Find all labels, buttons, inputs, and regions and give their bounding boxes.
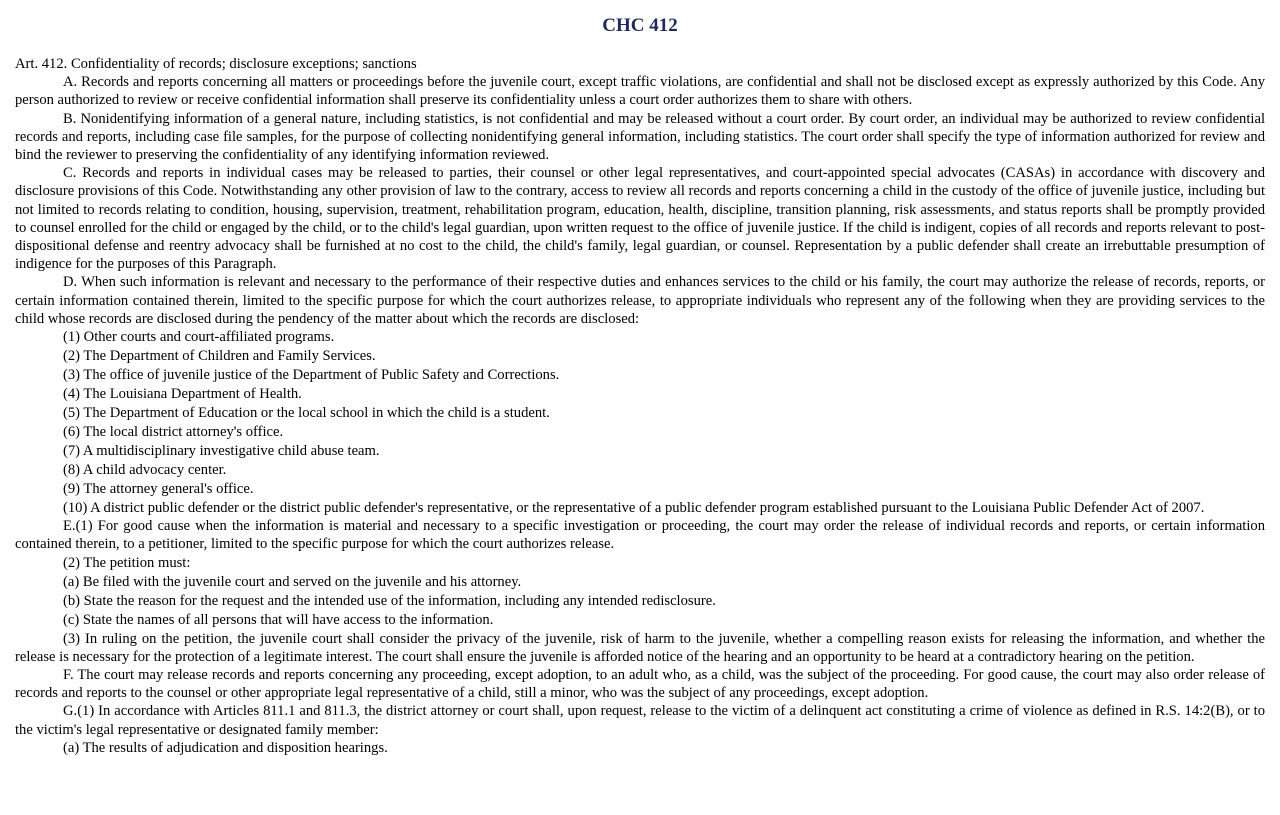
list-item: (5) The Department of Education or the local school in which the child is a student. [63, 405, 550, 422]
list-item: (9) The attorney general's office. [63, 481, 254, 498]
paragraph-a: A. Records and reports concerning all matters or proceedings before the juvenile court, except traffic violations, are confidential and shall not be disclosed except as expressly authorized by this Code. Any person authorized to review or receive confidential information shall preserve its confidentiality unless a court order authorizes them to share with others. [15, 74, 1265, 109]
list-item-10: (10) A district public defender or the district public defender's representative, or the representative of a public defender program established pursuant to the Louisiana Public Defender Act of 2007. [63, 500, 1205, 517]
paragraph-g1: G.(1) In accordance with Articles 811.1 and 811.3, the district attorney or court shall, upon request, release to the victim of a delinquent act constituting a crime of violence as defined in R.S. 14:2(B), or to the victim's legal representative or designated family member: [15, 703, 1265, 738]
list-item: (b) State the reason for the request and the intended use of the information, including any intended redisclosure. [63, 592, 716, 609]
list-item: (4) The Louisiana Department of Health. [63, 386, 302, 403]
paragraph-b: B. Nonidentifying information of a general nature, including statistics, is not confidential and may be released without a court order. By court order, an individual may be authorized to review confidential records and reports, including case file samples, for the purpose of collecting nonidentifying general information, including statistics. The court order shall specify the type of information authorized for review and bind the reviewer to preserving the confidentiality of any identifying information reviewed. [15, 110, 1265, 164]
list-item: (7) A multidisciplinary investigative child abuse team. [63, 443, 380, 460]
paragraph-e1: E.(1) For good cause when the information is material and necessary to a specific investigation or proceeding, the court may order the release of individual records and reports, or certain information contained therein, to a petitioner, limited to the specific purpose for which the court authorizes release. [15, 518, 1265, 553]
list-item: (2) The petition must: [63, 554, 191, 571]
paragraph-c: C. Records and reports in individual cases may be released to parties, their counsel or other legal representatives, and court-appointed special advocates (CASAs) in accordance with discovery and disclosure provisions of this Code. Notwithstanding any other provision of law to the contrary, access to review all records and reports concerning a child in the custody of the office of juvenile justice, including but not limited to records relating to condition, housing, supervision, treatment, rehabilitation program, education, health, discipline, transition planning, risk assessments, and status reports shall be promptly provided to counsel enrolled for the child or engaged by the child, or to the child's legal guardian, upon written request to the office of juvenile justice. If the child is indigent, copies of all records and reports relevant to post-dispositional defense and reentry advocacy shall be furnished at no cost to the child, the child's family, legal guardian, or counsel. Representation by a public defender shall create an irrebuttable presumption of indigence for the purposes of this Paragraph. [15, 165, 1265, 273]
article-heading: Art. 412. Confidentiality of records; disclosure exceptions; sanctions [15, 56, 417, 72]
paragraph-f: F. The court may release records and reports concerning any proceeding, except adoption, to an adult who, as a child, was the subject of the proceeding. For good cause, the court may also order release of records and reports to the counsel or other appropriate legal representative of a child, still a minor, who was the subject of any proceedings, except adoption. [15, 667, 1265, 702]
paragraph-e3: (3) In ruling on the petition, the juvenile court shall consider the privacy of the juvenile, risk of harm to the juvenile, whether a compelling reason exists for releasing the information, and whether the release is necessary for the protection of a legitimate interest. The court shall ensure the juvenile is afforded notice of the hearing and an opportunity to be heard at a contradictory hearing on the petition. [15, 630, 1265, 665]
document-page [0, 15, 1280, 758]
page-title: CHC 412 [602, 15, 678, 36]
list-item: (a) The results of adjudication and disposition hearings. [63, 739, 388, 756]
list-item: (3) The office of juvenile justice of the Department of Public Safety and Corrections. [63, 367, 560, 384]
paragraph-d: D. When such information is relevant and necessary to the performance of their respective duties and enhances services to the child or his family, the court may authorize the release of records, reports, or certain information contained therein, limited to the specific purpose for which the court authorizes release, to appropriate individuals who represent any of the following when they are providing services to the child whose records are disclosed during the pendency of the matter about which the records are disclosed: [15, 274, 1265, 327]
list-item: (a) Be filed with the juvenile court and served on the juvenile and his attorney. [63, 573, 522, 590]
list-item: (6) The local district attorney's office. [63, 424, 284, 441]
list-item: (c) State the names of all persons that will have access to the information. [63, 611, 494, 628]
list-item: (2) The Department of Children and Family Services. [63, 348, 376, 365]
list-item: (8) A child advocacy center. [63, 462, 227, 479]
list-item: (1) Other courts and court-affiliated programs. [63, 329, 335, 346]
